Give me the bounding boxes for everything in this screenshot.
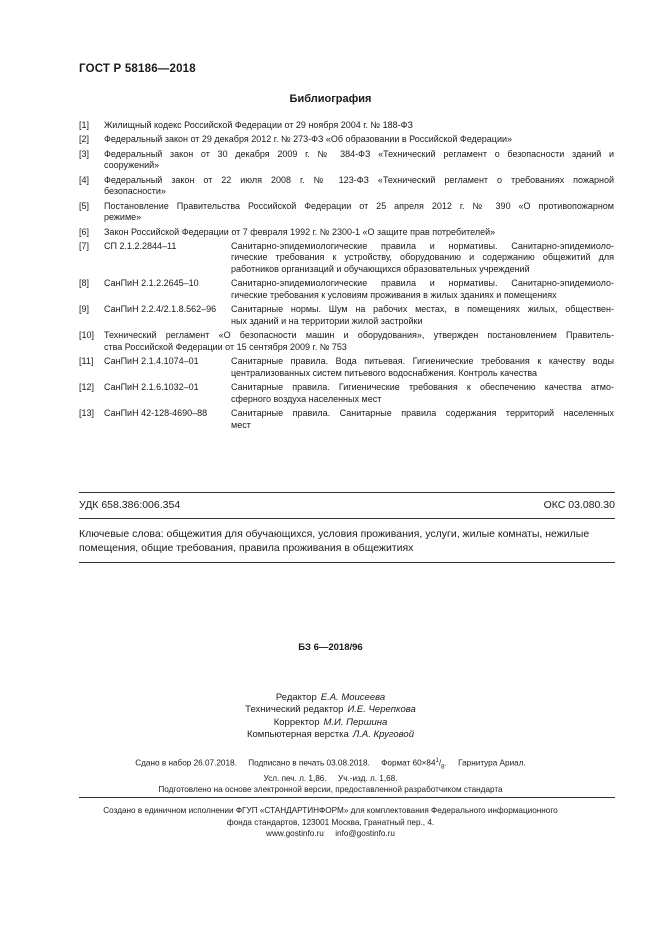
entry-text bbox=[104, 330, 614, 353]
entry-text bbox=[231, 356, 614, 379]
entry-line: сферного воздуха населенных мест bbox=[231, 394, 382, 405]
entry-line: Жилищный кодекс Российской Федерации от 29 ноября 2004 г. № 188-ФЗ bbox=[104, 120, 413, 130]
footer-line-1: Создано в единичном исполнении ФГУП «СТАНДАРТИНФОРМ» для комплектования Федерального информационного bbox=[103, 806, 558, 815]
bibliography-entry bbox=[79, 304, 614, 327]
entry-number: [4] bbox=[79, 174, 90, 185]
entry-text bbox=[104, 201, 614, 224]
divider-top bbox=[79, 492, 615, 493]
bibliography-entry bbox=[79, 227, 614, 239]
entry-code: СанПиН 2.1.6.1032–01 bbox=[104, 382, 199, 393]
bibliography-entry bbox=[79, 120, 614, 132]
divider-footer bbox=[79, 797, 615, 798]
entry-line: Санитарные правила. Санитарные правила содержания территорий населенных bbox=[231, 408, 614, 419]
entry-line: Технический регламент «О безопасности машин и оборудования», утвержден постановлением Правитель- bbox=[104, 330, 614, 341]
typeface: Гарнитура Ариал. bbox=[458, 758, 526, 768]
entry-code: СанПиН 2.1.2.2645–10 bbox=[104, 278, 199, 289]
bibliography-entry bbox=[79, 278, 614, 301]
print-sheets: Усл. печ. л. 1,86. bbox=[263, 774, 327, 784]
entry-line: Федеральный закон от 30 декабря 2009 г. № 384-ФЗ «Технический регламент о безопасности зданий и bbox=[104, 148, 614, 159]
staff-name: Е.А. Моисеева bbox=[320, 692, 386, 703]
entry-number: [11] bbox=[79, 356, 94, 367]
entry-line: Санитарные правила. Вода питьевая. Гигиенические требования к качеству воды bbox=[231, 356, 614, 367]
standard-designation: ГОСТ Р 58186—2018 bbox=[79, 63, 196, 75]
entry-text bbox=[104, 149, 614, 172]
bz-number: БЗ 6—2018/96 bbox=[298, 642, 363, 653]
bibliography-entry bbox=[79, 356, 614, 379]
entry-text bbox=[104, 134, 614, 146]
entry-number: [5] bbox=[79, 200, 90, 211]
imprint bbox=[0, 756, 661, 795]
entry-number: [13] bbox=[79, 408, 95, 419]
entry-code: СанПиН 2.2.4/2.1.8.562–96 bbox=[104, 304, 217, 315]
entry-line: ства Российской Федерации от 15 сентября 2009 г. № 753 bbox=[104, 342, 347, 353]
email-link[interactable]: info@gostinfo.ru bbox=[335, 829, 395, 838]
entry-line: Санитарно-эпидемиологические правила и нормативы. Санитарно-эпидемиоло- bbox=[231, 240, 614, 251]
entry-line: Закон Российской Федерации от 7 февраля 1992 г. № 2300-1 «О защите прав потребителей» bbox=[104, 226, 496, 237]
entry-text bbox=[104, 175, 614, 198]
entry-line: безопасности» bbox=[104, 186, 166, 197]
classification-row bbox=[79, 499, 615, 511]
entry-line: гические требования к устройству, оборудованию и содержанию общежитий для bbox=[231, 252, 614, 263]
entry-line: Постановление Правительства Российской Федерации от 25 апреля 2012 г. № 390 «О противопожарном bbox=[104, 200, 614, 211]
bibliography-entry bbox=[79, 330, 614, 353]
bibliography-entry bbox=[79, 382, 614, 405]
entry-line: работников организаций и обучающихся образовательных учреждений bbox=[231, 264, 530, 275]
entry-line: Санитарные нормы. Шум на рабочих местах, в помещениях жилых, обществен- bbox=[231, 304, 614, 315]
staff-row bbox=[0, 692, 661, 704]
entry-code: СП 2.1.2.2844–11 bbox=[104, 240, 177, 251]
staff-row bbox=[0, 704, 661, 716]
entry-text bbox=[231, 241, 614, 276]
entry-number: [10] bbox=[79, 330, 95, 341]
imprint-line-3: Подготовлено на основе электронной версии, предоставленной разработчиком стандарта bbox=[158, 785, 503, 795]
format-label: Формат 60×84 bbox=[381, 758, 436, 768]
entry-line: гические требования к условиям проживания в жилых зданиях и помещениях bbox=[231, 290, 557, 301]
entry-number: [2] bbox=[79, 134, 90, 145]
entry-text bbox=[231, 304, 614, 327]
staff-role: Компьютерная верстка bbox=[246, 728, 349, 740]
entry-line: ных зданий и на территории жилой застройки bbox=[231, 316, 423, 327]
staff-row bbox=[0, 729, 661, 741]
entry-number: [9] bbox=[79, 304, 90, 315]
bibliography-entry bbox=[79, 134, 614, 146]
oks-code: ОКС 03.080.30 bbox=[543, 499, 615, 511]
staff-name: И.Е. Черепкова bbox=[347, 704, 416, 716]
entry-line: Санитарно-эпидемиологические правила и нормативы. Санитарно-эпидемиоло- bbox=[231, 278, 614, 289]
staff-role: Технический редактор bbox=[245, 704, 344, 716]
staff-role: Корректор bbox=[273, 716, 320, 728]
entry-number: [6] bbox=[79, 226, 90, 237]
staff-list bbox=[0, 692, 661, 741]
format-denominator: 8 bbox=[441, 764, 445, 771]
bibliography-entry bbox=[79, 241, 614, 276]
entry-text bbox=[231, 278, 614, 301]
entry-text bbox=[231, 382, 614, 405]
imprint-line-1: Сдано в набор 26.07.2018. Подписано в печать 03.08.2018. Формат $60\times 84^1/_8$. Гарнитура Ариал. bbox=[135, 758, 526, 771]
entry-number: [1] bbox=[79, 120, 90, 130]
bibliography-entry bbox=[79, 201, 614, 224]
entry-line: мест bbox=[231, 419, 251, 430]
entry-text bbox=[104, 227, 614, 239]
footer-contacts bbox=[0, 828, 661, 840]
entry-number: [7] bbox=[79, 240, 90, 251]
entry-number: [8] bbox=[79, 278, 90, 289]
entry-line: режиме» bbox=[104, 212, 142, 223]
footer-line-2: фонда стандартов, 123001 Москва, Гранатный пер., 4. bbox=[226, 817, 435, 827]
bibliography-title: Библиография bbox=[289, 93, 372, 105]
entry-line: Федеральный закон от 29 декабря 2012 г. № 273-ФЗ «Об образовании в Российской Федерации» bbox=[104, 134, 513, 145]
typesetting-date: Сдано в набор 26.07.2018. bbox=[135, 758, 237, 768]
entry-code: СанПиН 42-128-4690–88 bbox=[104, 408, 208, 419]
entry-number: [3] bbox=[79, 148, 90, 159]
udk-code: УДК 658.386:006.354 bbox=[79, 499, 181, 511]
staff-name: Л.А. Круговой bbox=[352, 728, 414, 740]
bibliography-entry bbox=[79, 149, 614, 172]
publisher-sheets: Уч.-изд. л. 1,68. bbox=[338, 774, 398, 784]
imprint-line-2 bbox=[0, 773, 661, 784]
keywords: Ключевые слова: общежития для обучающихся, условия проживания, услуги, жилые комнаты, нежилые помещения, общие требования, правила проживания в общежитиях bbox=[79, 528, 590, 554]
entry-line: централизованных систем питьевого водоснабжения. Контроль качества bbox=[231, 368, 538, 379]
entry-text bbox=[231, 408, 614, 431]
bibliography-entry bbox=[79, 175, 614, 198]
divider-bottom bbox=[79, 562, 615, 563]
staff-row bbox=[0, 717, 661, 729]
website-link[interactable]: www.gostinfo.ru bbox=[266, 829, 324, 838]
staff-name: М.И. Першина bbox=[323, 716, 388, 728]
entry-line: Санитарные правила. Гигиенические требования к обеспечению качества атмо- bbox=[231, 382, 614, 393]
entry-code: СанПиН 2.1.4.1074–01 bbox=[104, 356, 199, 367]
print-date: Подписано в печать 03.08.2018. bbox=[248, 758, 370, 768]
format-numerator: 1 bbox=[435, 758, 439, 764]
entry-number: [12] bbox=[79, 382, 95, 393]
bibliography-entry bbox=[79, 408, 614, 431]
footer bbox=[0, 805, 661, 840]
entry-text bbox=[104, 120, 614, 132]
entry-line: Федеральный закон от 22 июля 2008 г. № 123-ФЗ «Технический регламент о требованиях пожарной bbox=[104, 174, 614, 185]
entry-line: сооружений» bbox=[104, 160, 160, 171]
bibliography-list bbox=[79, 120, 614, 434]
divider-middle bbox=[79, 518, 615, 519]
staff-role: Редактор bbox=[275, 692, 317, 703]
